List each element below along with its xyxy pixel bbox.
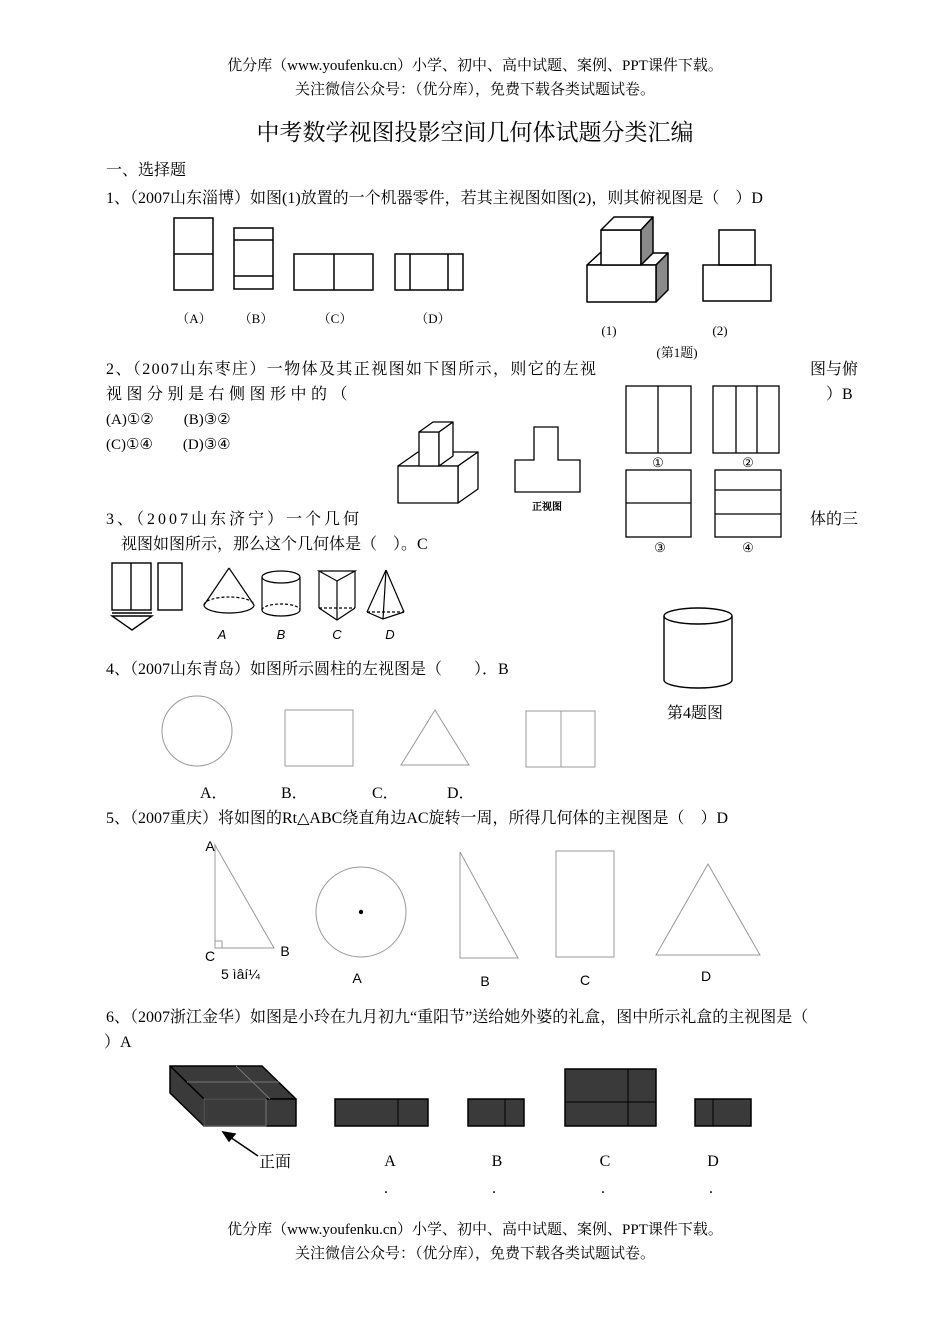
q5-option-a-label: A (352, 970, 362, 986)
q6-option-d-rect (695, 1099, 751, 1126)
q6-option-figures (335, 1069, 751, 1126)
q1-option-b-label: （B） (238, 311, 274, 326)
q3-side-view (158, 563, 182, 610)
footer-line-1: 优分库（www.youfenku.cn）小学、初中、高中试题、案例、PPT课件下载。 (227, 1222, 723, 1238)
q2-front-view-shape (515, 427, 580, 492)
q5-right-angle-mark (215, 941, 222, 948)
q6-option-a-label: A (384, 1153, 396, 1170)
q3-top-view-triangle (112, 616, 152, 630)
q3-text-line-1b: 体的三 (810, 511, 859, 528)
q3-text-line-1a: 3、（2007山东济宁）一个几何 (106, 511, 363, 528)
q1-d-outline (395, 254, 463, 290)
cone-base-back (204, 597, 254, 605)
q2-view-4-outline (715, 470, 781, 537)
q5-option-c-rect (556, 851, 614, 957)
q4-cylinder (664, 608, 732, 688)
q6-option-b-rect (468, 1099, 524, 1126)
q1-text: 1、（2007山东淄博）如图(1)放置的一个机器零件，若其主视图如图(2)，则其俯视图是（ ）D (106, 190, 763, 207)
q5-figures (215, 845, 760, 958)
header-line-1: 优分库（www.youfenku.cn）小学、初中、高中试题、案例、PPT课件下载。 (227, 58, 723, 74)
q2-object-3d (398, 422, 478, 503)
q5-option-d-triangle (656, 864, 760, 955)
q5-vertex-a-label: A (205, 838, 215, 854)
q5-vertex-c-label: C (204, 948, 216, 964)
q6-option-c-label: C (599, 1153, 611, 1170)
q1-front-view (703, 230, 771, 301)
q5-option-b-triangle (460, 852, 518, 958)
q4-cylinder-bottom (664, 680, 732, 688)
q4-option-c-label: C． (372, 785, 399, 802)
section-heading: 一、选择题 (106, 162, 187, 179)
pyramid-base-front (367, 612, 404, 619)
q6-text-line-1: 6、（2007浙江金华）如图是小玲在九月初九“重阳节”送给她外婆的礼盒，图中所示礼盒的主视图是（ (106, 1009, 809, 1026)
q6-option-b-dot: . (492, 1180, 496, 1197)
q6-front-label: 正面 (259, 1154, 292, 1171)
q6-text-line-2: ）A (104, 1034, 132, 1051)
q6-option-a-dot: . (384, 1180, 388, 1197)
cylinder-base-back (262, 604, 300, 610)
q2-view-3-label: ③ (654, 540, 666, 555)
q5-right-triangle (215, 845, 274, 948)
front-view-top (719, 230, 755, 265)
q3-option-c-label: C (332, 627, 342, 642)
q2-text-line-2b: ）B (826, 386, 853, 403)
q2-choices-line-1: (A)①② (B)③② (106, 412, 231, 428)
q2-view-2-outline (713, 386, 779, 453)
q4-caption: 第4题图 (667, 705, 724, 722)
cylinder-top (262, 571, 300, 583)
q2-view-1 (626, 386, 691, 453)
q1-caption: (第1题) (656, 345, 698, 360)
q5-option-b-label: B (480, 973, 490, 989)
cone-base-front (204, 605, 254, 613)
q2-view-2-label: ② (742, 455, 754, 470)
prism-top-face (319, 571, 355, 581)
base-front-face (587, 265, 656, 302)
q6-option-d-label: D (707, 1153, 719, 1170)
q3-text-line-2: 视图如图所示，那么这个几何体是（ ）。C (121, 536, 428, 553)
top-block-front-face (601, 230, 641, 265)
q2-view-2 (713, 386, 779, 453)
q6-front-arrow (223, 1132, 258, 1156)
q3-option-a-label: A (217, 627, 227, 642)
q3-cone (204, 568, 254, 613)
q6-option-c-dot: . (601, 1180, 605, 1197)
q4-option-b-label: B． (281, 785, 308, 802)
q5-option-c-label: C (579, 972, 591, 988)
q3-option-b-label: B (276, 627, 286, 642)
q2-text-line-1b: 图与俯 (810, 361, 859, 378)
q2-text-line-1a: 2、（2007山东枣庄）一物体及其正视图如下图所示，则它的左视 (106, 361, 598, 378)
cone-left-edge (204, 568, 229, 605)
q1-b-outline (234, 228, 273, 289)
q4-option-b-rect (285, 710, 353, 766)
q4-option-a-label: A． (200, 785, 228, 802)
q1-option-a-figure (174, 218, 213, 290)
pyramid-edge-right (386, 570, 404, 612)
q4-option-c-triangle (401, 710, 469, 765)
q2-view-1-label: ① (652, 455, 664, 470)
q2-front-view-label: 正视图 (532, 502, 562, 513)
q3-three-views (112, 563, 182, 630)
q2-view-4-label: ④ (742, 540, 754, 555)
q2-tower-front-face (419, 432, 439, 466)
footer-line-2: 关注微信公众号：（优分库），免费下载各类试题试卷。 (294, 1246, 655, 1262)
page-title: 中考数学视图投影空间几何体试题分类汇编 (256, 120, 694, 145)
q5-text: 5、（2007重庆）将如图的Rt△ABC绕直角边AC旋转一周，所得几何体的主视图是（ ）D (106, 810, 729, 827)
q3-prism (319, 571, 355, 620)
q5-option-d-label: D (700, 968, 712, 984)
q2-view-3 (626, 470, 691, 537)
q1-option-d-label: （D） (415, 311, 451, 326)
cylinder-base-front (262, 610, 300, 616)
q6-option-c-rect (565, 1069, 656, 1126)
q6-option-a-rect (335, 1099, 428, 1126)
front-view-base (703, 265, 771, 301)
pyramid-edge-left (367, 570, 386, 612)
arrow-shaft (230, 1137, 258, 1156)
q4-text: 4、（2007山东青岛）如图所示圆柱的左视图是（ ）．B (106, 661, 509, 678)
q6-option-b-label: B (491, 1153, 503, 1170)
q1-option-d-figure (395, 254, 463, 290)
q4-cylinder-top (664, 608, 732, 624)
q6-option-d-dot: . (709, 1180, 713, 1197)
q3-pyramid (367, 570, 404, 619)
q1-option-c-figure (294, 254, 373, 290)
header-line-2: 关注微信公众号：（优分库），免费下载各类试题试卷。 (294, 82, 655, 98)
q4-option-d-label: D． (447, 785, 475, 802)
q1-option-a-label: （A） (176, 311, 212, 326)
q1-option-b-figure (234, 228, 273, 289)
q4-option-a-circle (162, 696, 232, 766)
q3-option-d-label: D (385, 627, 395, 642)
q6-gift-box-3d (170, 1066, 296, 1126)
q2-view-4 (715, 470, 781, 537)
q2-text-line-2a: 视图分别是右侧图形中的（ (106, 386, 353, 403)
q1-option-c-label: （C） (317, 311, 353, 326)
q2-base-front-face (398, 466, 458, 503)
cone-right-edge (229, 568, 254, 605)
box-front-face (204, 1099, 296, 1126)
q1-figure-2-label: (2) (712, 323, 728, 338)
q5-vertex-b-label: B (280, 943, 290, 959)
q5-figure-caption: 5 ìâí¼ (221, 966, 260, 982)
q5-circle-center-dot (359, 910, 363, 914)
q2-choices-line-2: (C)①④ (D)③④ (106, 437, 231, 453)
q4-option-figures (162, 696, 595, 767)
q1-machine-part-3d (587, 217, 668, 302)
q1-figure-1-label: (1) (601, 323, 617, 338)
q3-cylinder (262, 571, 300, 616)
